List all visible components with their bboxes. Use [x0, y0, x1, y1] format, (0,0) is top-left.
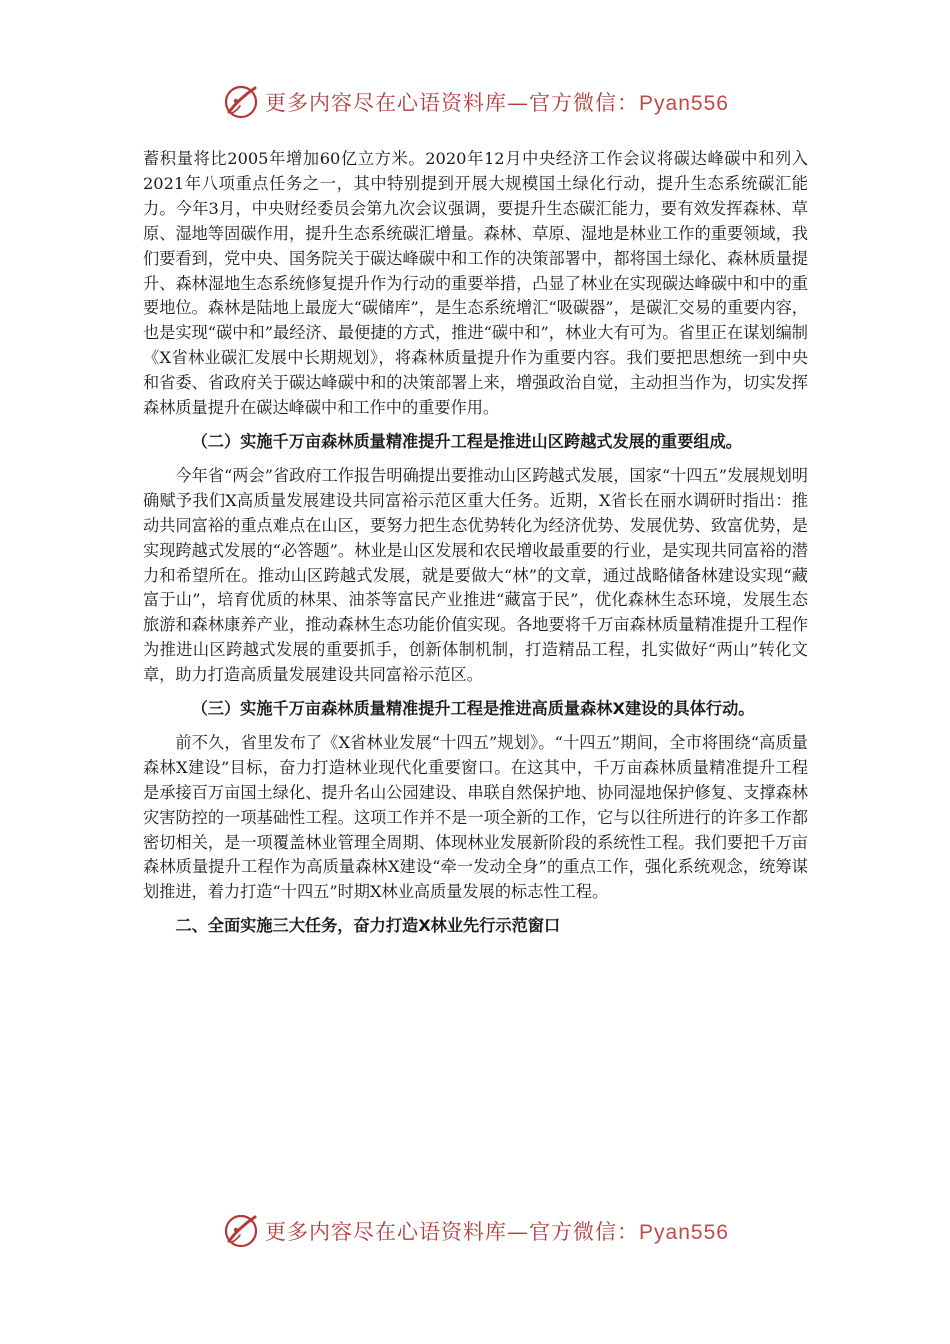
watermark-label: 更多内容尽在心语资料库—官方微信：: [265, 1220, 640, 1244]
brush-logo-icon: [221, 82, 261, 122]
document-body: [143, 147, 808, 939]
brush-logo-icon: [221, 1211, 261, 1251]
section-heading-3: （三）实施千万亩森林质量精准提升工程是推进高质量森林X建设的具体行动。: [191, 699, 755, 719]
watermark-handle: Pyan556: [639, 1221, 729, 1244]
watermark-label: 更多内容尽在心语资料库—官方微信：: [265, 91, 640, 115]
footer-watermark: [0, 1209, 950, 1253]
header-watermark: [0, 80, 950, 124]
chapter-heading-two: 二、全面实施三大任务，奋力打造X林业先行示范窗口: [175, 916, 561, 936]
watermark-handle: Pyan556: [639, 92, 729, 115]
paragraph-forest-construction: 前不久，省里发布了《X省林业发展“十四五”规划》。“十四五”期间，全市将围绕“高质量森林X建设”目标，奋力打造林业现代化重要窗口。在这其中，千万亩森林质量精准提升工程是承接百万亩国土绿化、提升名山公园建设、串联自然保护地、协同湿地保护修复、支撑森林灾害防控的一项基础性工程。这项工作并不是一项全新的工作，它与以往所进行的许多工作都密切相关，是一项覆盖林业管理全周期、体现林业发展新阶段的系统性工程。我们要把千万亩森林质量提升工程作为高质量森林X建设“牵一发动全身”的重点工作，强化系统观念，统筹谋划推进，着力打造“十四五”时期X林业高质量发展的标志性工程。: [143, 732, 808, 902]
watermark-text: [265, 1216, 729, 1246]
paragraph-mountain-development: 今年省“两会”省政府工作报告明确提出要推动山区跨越式发展，国家“十四五”发展规划明确赋予我们X高质量发展建设共同富裕示范区重大任务。近期，X省长在丽水调研时指出：推动共同富裕的重点难点在山区，要努力把生态优势转化为经济优势、发展优势、致富优势，是实现跨越式发展的“必答题”。林业是山区发展和农民增收最重要的行业，是实现共同富裕的潜力和希望所在。推动山区跨越式发展，就是要做大“林”的文章，通过战略储备林建设实现“藏富于山”，培育优质的林果、油茶等富民产业推进“藏富于民”，优化森林生态环境，发展生态旅游和森林康养产业，推动森林生态功能价值实现。各地要将千万亩森林质量精准提升工程作为推进山区跨越式发展的重要抓手，创新体制机制，打造精品工程，扎实做好“两山”转化文章，助力打造高质量发展建设共同富裕示范区。: [143, 465, 808, 685]
watermark-text: [265, 87, 729, 117]
paragraph-carbon-sink: 蓄积量将比2005年增加60亿立方米。2020年12月中央经济工作会议将碳达峰碳中和列入2021年八项重点任务之一，其中特别提到开展大规模国土绿化行动，提升生态系统碳汇能力。今年3月，中央财经委员会第九次会议强调，要提升生态碳汇能力，要有效发挥森林、草原、湿地等固碳作用，提升生态系统碳汇增量。森林、草原、湿地是林业工作的重要领域，我们要看到，党中央、国务院关于碳达峰碳中和工作的决策部署中，都将国土绿化、森林质量提升、森林湿地生态系统修复提升作为行动的重要举措，凸显了林业在实现碳达峰碳中和中的重要地位。森林是陆地上最庞大“碳储库”，是生态系统增汇“吸碳器”，是碳汇交易的重要内容，也是实现“碳中和”最经济、最便捷的方式，推进“碳中和”，林业大有可为。省里正在谋划编制《X省林业碳汇发展中长期规划》，将森林质量提升作为重要内容。我们要把思想统一到中央和省委、省政府关于碳达峰碳中和的决策部署上来，增强政治自觉，主动担当作为，切实发挥森林质量提升在碳达峰碳中和工作中的重要作用。: [143, 149, 808, 418]
section-heading-2: （二）实施千万亩森林质量精准提升工程是推进山区跨越式发展的重要组成。: [191, 431, 742, 451]
